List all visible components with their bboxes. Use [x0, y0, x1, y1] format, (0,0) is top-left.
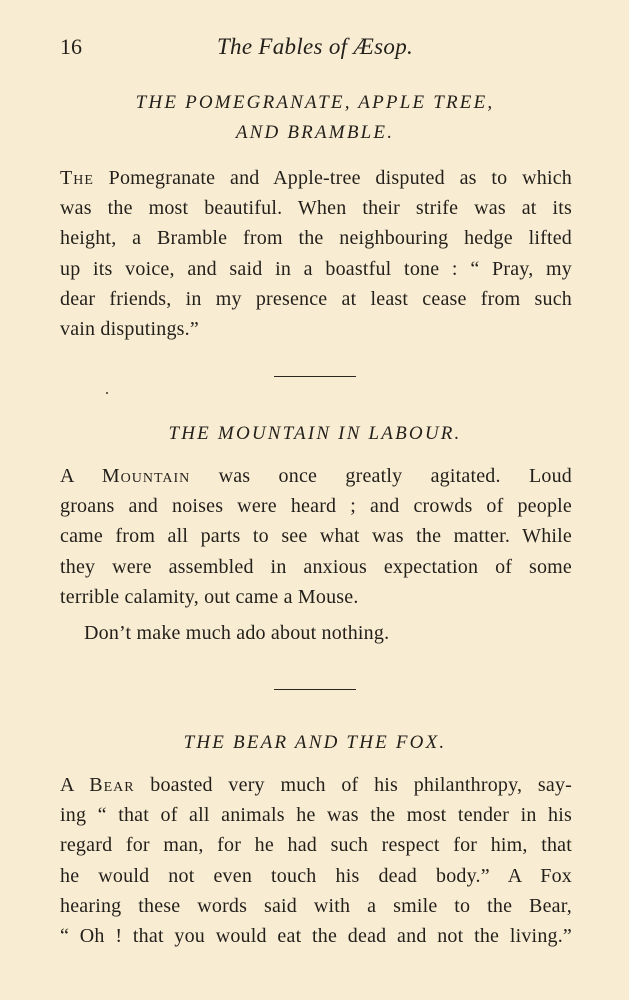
text-line: The Pomegranate and Apple-tree disputed as to which — [60, 167, 572, 189]
fable-title-pomegranate — [60, 88, 570, 148]
text-line: he would not even touch his dead body.” A Fox — [60, 864, 572, 887]
fable-title-bear — [60, 728, 570, 758]
text-line: came from all parts to see what was the matter. While — [60, 525, 572, 548]
fable-title-line: THE BEAR AND THE FOX. — [183, 732, 447, 753]
fable-body-bear — [60, 770, 572, 951]
text-line: A Mountain was once greatly agitated. Loud — [60, 465, 573, 487]
lead-word: The — [60, 167, 94, 189]
fable-title-mountain — [60, 419, 570, 449]
text-line: hearing these words said with a smile to the Bear, — [60, 894, 572, 917]
text-line: “ Oh ! that you would eat the dead and not the living.” — [60, 924, 572, 947]
text-line: up its voice, and said in a boastful tone : “ Pray, my — [60, 257, 572, 280]
page-header — [60, 34, 570, 64]
section-divider — [274, 376, 356, 377]
lead-word: Bear — [89, 774, 135, 796]
text-line: height, a Bramble from the neighbouring hedge lifted — [60, 227, 572, 250]
fable-title-line: THE POMEGRANATE, APPLE TREE, — [135, 92, 495, 113]
text-line: vain disputings.” — [60, 317, 199, 340]
text-line: groans and noises were heard ; and crowds of people — [60, 495, 572, 518]
section-divider — [274, 689, 356, 690]
text-line: ing “ that of all animals he was the most tender in his — [60, 804, 572, 827]
text-line: terrible calamity, out came a Mouse. — [60, 585, 359, 608]
text-line: they were assembled in anxious expectation of some — [60, 555, 572, 578]
text-line: was the most beautiful. When their strife was at its — [60, 197, 572, 220]
fable-moral: Don’t make much ado about nothing. — [84, 622, 390, 644]
lead-word: Mountain — [101, 465, 191, 487]
fable-title-line: THE MOUNTAIN IN LABOUR. — [168, 423, 462, 444]
page-number: 16 — [60, 34, 82, 59]
fable-body-pomegranate — [60, 163, 572, 344]
text-line: A Bear boasted very much of his philanthropy, say- — [60, 774, 573, 796]
running-title: The Fables of Æsop. — [216, 34, 414, 59]
print-speck — [106, 392, 108, 394]
text-line: dear friends, in my presence at least cease from such — [60, 287, 572, 310]
fable-title-line: AND BRAMBLE. — [235, 122, 395, 143]
fable-body-mountain — [60, 461, 572, 612]
text-line: regard for man, for he had such respect for him, that — [60, 834, 572, 857]
